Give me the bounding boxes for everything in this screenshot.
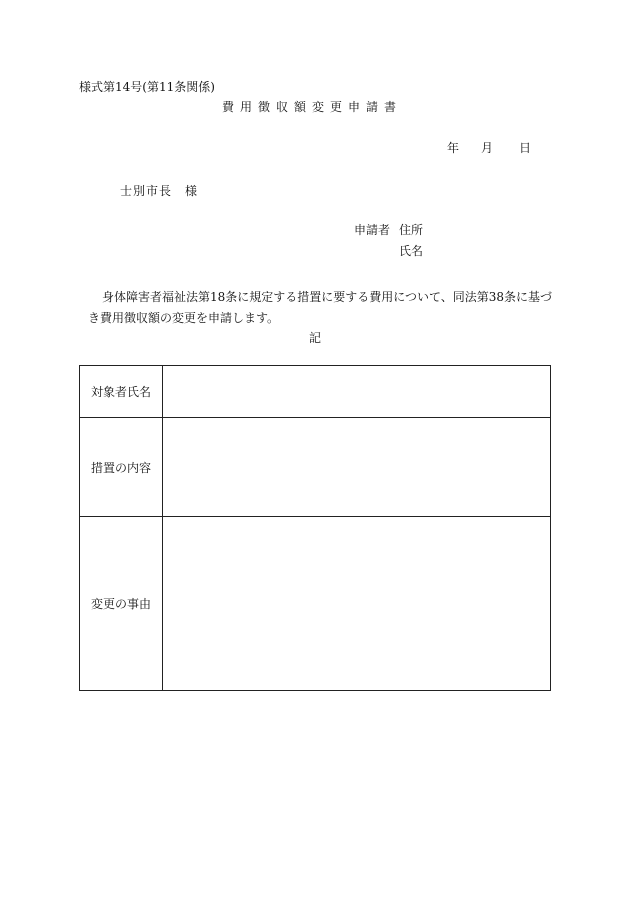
target-person-name-field[interactable] [163, 366, 551, 418]
date-month-label: 月 [481, 141, 494, 155]
form-number: 様式第14号(第11条関係) [79, 80, 215, 94]
addressee: 士別市長 様 [120, 184, 199, 198]
document-title: 費用徴収額変更申請書 [222, 100, 403, 114]
details-table [79, 365, 551, 691]
applicant-address-label: 住所 [399, 223, 424, 237]
date-line [447, 141, 531, 155]
applicant-label: 申請者 [354, 223, 391, 237]
measure-content-label: 措置の内容 [80, 418, 163, 517]
measure-content-field[interactable] [163, 418, 551, 517]
change-reason-label: 変更の事由 [80, 517, 163, 691]
change-reason-field[interactable] [163, 517, 551, 691]
date-day-label: 日 [519, 141, 532, 155]
table-row [80, 517, 551, 691]
table-row [80, 366, 551, 418]
applicant-name-label: 氏名 [399, 244, 424, 258]
ki-heading: 記 [309, 331, 322, 345]
body-text: 身体障害者福祉法第18条に規定する措置に要する費用について、同法第38条に基づき費用徴収額の変更を申請します。 [88, 290, 553, 325]
date-year-label: 年 [447, 141, 460, 155]
target-person-name-label: 対象者氏名 [80, 366, 163, 418]
table-row [80, 418, 551, 517]
